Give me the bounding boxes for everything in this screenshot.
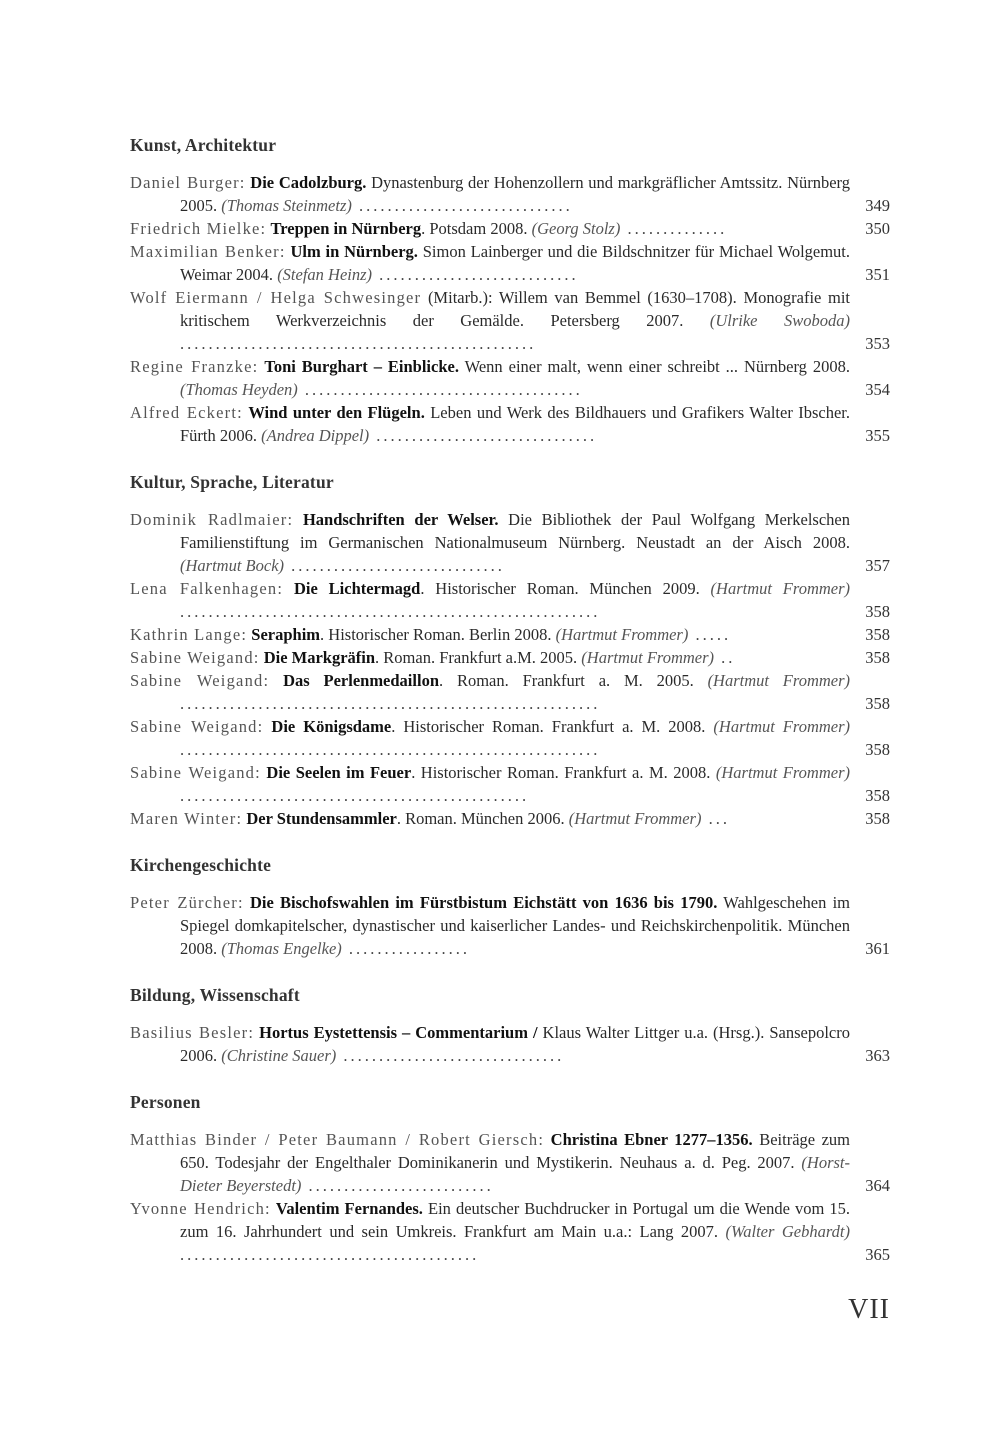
entry-title: Handschriften der Welser. (302, 510, 499, 529)
entry-page-number: 361 (865, 939, 890, 958)
entry-details: . Historischer Roman. München 2009. (420, 579, 711, 598)
entry-title: Die Cadolzburg. (250, 173, 367, 192)
entry-author: Maren Winter: (130, 809, 243, 828)
entry-reviewer: (Georg Stolz) (531, 219, 621, 238)
entry-reviewer: (Hartmut Frommer) (713, 717, 851, 736)
dot-leader: ..... (688, 625, 732, 644)
entry-text (130, 1197, 850, 1266)
toc-section (130, 984, 890, 1067)
entry-title: Der Stundensammler (246, 809, 397, 828)
entry-author: Regine Franzke: (130, 357, 259, 376)
entry-reviewer: (Hartmut Frommer) (707, 671, 851, 690)
entry-title: Hortus Eystettensis – Commentarium / (259, 1023, 538, 1042)
entry-text (130, 623, 850, 646)
entry-author: Basilius Besler: (130, 1023, 255, 1042)
entry-details: . Roman. Frankfurt a. M. 2005. (439, 671, 708, 690)
toc-entry (130, 669, 890, 715)
entry-title: Toni Burghart – Einblicke. (264, 357, 459, 376)
section-heading: Kirchengeschichte (130, 855, 272, 875)
entry-text (130, 240, 850, 286)
entry-details: . Historischer Roman. Frankfurt a. M. 2008. (391, 717, 714, 736)
entry-title: Die Markgräfin (263, 648, 376, 667)
toc-section (130, 1091, 890, 1266)
entry-title: Wind unter den Flügeln. (248, 403, 425, 422)
toc-entry (130, 577, 890, 623)
entry-author: Sabine Weigand: (130, 671, 270, 690)
entry-reviewer: (Hartmut Frommer) (581, 648, 715, 667)
dot-leader: .......................... (301, 1176, 494, 1195)
toc-entry (130, 1021, 890, 1067)
dot-leader: ........................................................... (180, 694, 601, 713)
entry-title: Valentim Fernandes. (275, 1199, 423, 1218)
entry-page-number: 354 (865, 380, 890, 399)
entry-details: . Historischer Roman. Frankfurt a. M. 2008. (411, 763, 716, 782)
entry-author: Dominik Radlmaier: (130, 510, 294, 529)
entry-details: Leben und Werk des Bildhauers und Grafikers Walter Ibscher. Fürth 2006. (180, 403, 850, 445)
entry-text (130, 761, 850, 807)
toc-entry (130, 715, 890, 761)
entry-author: Daniel Burger: (130, 173, 246, 192)
entry-details: Ein deutscher Buchdrucker in Portugal um die Wende vom 15. zum 16. Jahrhundert und sein Umkreis. Frankfurt am Main u.a.: Lang 2007. (180, 1199, 851, 1241)
entry-text (130, 1021, 850, 1067)
toc-entry (130, 891, 890, 960)
dot-leader: .............................. (284, 556, 505, 575)
dot-leader: ................................................. (180, 786, 530, 805)
entry-page-number: 363 (865, 1046, 890, 1065)
dot-leader: ............................ (372, 265, 579, 284)
dot-leader: ................. (341, 939, 471, 958)
entry-reviewer: (Hartmut Bock) (180, 556, 285, 575)
section-heading: Kunst, Architektur (130, 135, 277, 155)
toc-entry (130, 401, 890, 447)
entry-author: Sabine Weigand: (130, 717, 264, 736)
entry-details: Wahlgeschehen im Spiegel domkapitelscher, dynastischer und kaiserlicher Landes- und Reichskirchenpolitik. München 2008. (180, 893, 851, 958)
page-number: VII (848, 1294, 890, 1325)
entry-reviewer: (Hartmut Frommer) (710, 579, 851, 598)
entry-page-number: 355 (865, 426, 890, 445)
toc-entry (130, 171, 890, 217)
entry-details: . Potsdam 2008. (421, 219, 532, 238)
toc-section (130, 471, 890, 830)
entry-text (130, 669, 850, 715)
dot-leader: .............. (620, 219, 728, 238)
toc-content (130, 134, 890, 1290)
dot-leader: ............................... (369, 426, 598, 445)
toc-entry (130, 240, 890, 286)
entry-details: Beiträge zum 650. Todesjahr der Engelthaler Dominikanerin und Mystikerin. Neuhaus a. d. Peg. 2007. (180, 1130, 851, 1172)
toc-entry (130, 508, 890, 577)
dot-leader: ........................................................... (180, 602, 601, 621)
entry-title: Die Königsdame (271, 717, 392, 736)
entry-text (130, 171, 850, 217)
entry-reviewer: (Hartmut Frommer) (568, 809, 702, 828)
entry-reviewer: (Thomas Steinmetz) (221, 196, 352, 215)
entry-page-number: 357 (865, 556, 890, 575)
toc-section (130, 134, 890, 447)
entry-author: Friedrich Mielke: (130, 219, 267, 238)
toc-entry (130, 1197, 890, 1266)
entry-page-number: 358 (865, 602, 890, 621)
entry-details: . Historischer Roman. Berlin 2008. (320, 625, 556, 644)
toc-entry (130, 286, 890, 355)
entry-author: Alfred Eckert: (130, 403, 243, 422)
entry-reviewer: (Thomas Engelke) (221, 939, 342, 958)
entry-text (130, 891, 850, 960)
entry-page-number: 358 (865, 694, 890, 713)
entry-title: Treppen in Nürnberg (270, 219, 422, 238)
toc-entry (130, 355, 890, 401)
entry-details: Wenn einer malt, wenn einer schreibt ... Nürnberg 2008. (458, 357, 850, 376)
entry-title: Die Bischofswahlen im Fürstbistum Eichstätt von 1636 bis 1790. (249, 893, 718, 912)
dot-leader: .. (714, 648, 736, 667)
entry-page-number: 350 (865, 219, 890, 238)
entry-reviewer: (Andrea Dippel) (261, 426, 370, 445)
entry-author: Sabine Weigand: (130, 763, 261, 782)
entry-page-number: 358 (865, 625, 890, 644)
entry-reviewer: (Christine Sauer) (221, 1046, 337, 1065)
entry-title: Das Perlenmedaillon (283, 671, 439, 690)
dot-leader: ....................................... (297, 380, 583, 399)
entry-page-number: 364 (865, 1176, 890, 1195)
entry-title: Ulm in Nürnberg. (290, 242, 418, 261)
dot-leader: .......................................... (180, 1245, 480, 1264)
entry-reviewer: (Horst-Dieter Beyerstedt) (180, 1153, 850, 1195)
entry-text (130, 1128, 850, 1197)
dot-leader: ... (701, 809, 730, 828)
section-heading: Bildung, Wissenschaft (130, 985, 300, 1005)
entry-page-number: 349 (865, 196, 890, 215)
entry-text (130, 715, 850, 761)
entry-author: Yvonne Hendrich: (130, 1199, 271, 1218)
dot-leader: .................................................. (180, 334, 537, 353)
toc-section (130, 854, 890, 960)
entry-page-number: 353 (865, 334, 890, 353)
dot-leader: .............................. (351, 196, 573, 215)
entry-title: Die Seelen im Feuer (266, 763, 412, 782)
entry-author: Kathrin Lange: (130, 625, 248, 644)
entry-author: Wolf Eiermann / Helga Schwesinger (130, 288, 422, 307)
toc-entry (130, 623, 890, 646)
entry-reviewer: (Walter Gebhardt) (725, 1222, 850, 1241)
entry-text (130, 508, 850, 577)
entry-page-number: 358 (865, 786, 890, 805)
entry-text (130, 286, 850, 355)
entry-reviewer: (Thomas Heyden) (180, 380, 298, 399)
toc-entry (130, 646, 890, 669)
toc-entry (130, 761, 890, 807)
entry-author: Maximilian Benker: (130, 242, 286, 261)
toc-entry (130, 217, 890, 240)
entry-text (130, 355, 850, 401)
entry-details: Dynastenburg der Hohenzollern und markgräflicher Amtssitz. Nürnberg 2005. (180, 173, 850, 215)
entry-details: Die Bibliothek der Paul Wolfgang Merkelschen Familienstiftung im Germanischen Nationalmuseum Nürnberg. Neustadt an der Aisch 2008. (180, 510, 851, 552)
section-heading: Kultur, Sprache, Literatur (130, 472, 334, 492)
entry-details: . Roman. München 2006. (396, 809, 569, 828)
entry-details: Klaus Walter Littger u.a. (Hrsg.). Sansepolcro 2006. (180, 1023, 850, 1065)
entry-page-number: 365 (865, 1245, 890, 1264)
entry-page-number: 358 (865, 648, 890, 667)
entry-author: Lena Falkenhagen: (130, 579, 284, 598)
entry-page-number: 358 (865, 740, 890, 759)
entry-page-number: 351 (865, 265, 890, 284)
toc-entry (130, 1128, 890, 1197)
dot-leader: ............................... (336, 1046, 565, 1065)
section-heading: Personen (130, 1092, 201, 1112)
entry-page-number: 358 (865, 809, 890, 828)
entry-details: . Roman. Frankfurt a.M. 2005. (375, 648, 582, 667)
entry-details: Simon Lainberger und die Bildschnitzer für Michael Wolgemut. Weimar 2004. (180, 242, 851, 284)
entry-title: Christina Ebner 1277–1356. (550, 1130, 753, 1149)
entry-author: Matthias Binder / Peter Baumann / Robert Giersch: (130, 1130, 545, 1149)
entry-text (130, 217, 850, 240)
entry-title: Seraphim (251, 625, 321, 644)
entry-details: (Mitarb.): Willem van Bemmel (1630–1708). Monografie mit kritischem Werkverzeichnis der Gemälde. Petersberg 2007. (180, 288, 851, 330)
entry-text (130, 401, 850, 447)
dot-leader: ........................................................... (180, 740, 601, 759)
entry-text (130, 577, 850, 623)
entry-author: Peter Zürcher: (130, 893, 244, 912)
entry-reviewer: (Stefan Heinz) (277, 265, 373, 284)
entry-title: Die Lichtermagd (293, 579, 421, 598)
entry-text (130, 646, 850, 669)
entry-text (130, 807, 850, 830)
entry-author: Sabine Weigand: (130, 648, 260, 667)
entry-reviewer: (Ulrike Swoboda) (709, 311, 850, 330)
entry-reviewer: (Hartmut Frommer) (555, 625, 689, 644)
entry-reviewer: (Hartmut Frommer) (715, 763, 851, 782)
toc-entry (130, 807, 890, 830)
